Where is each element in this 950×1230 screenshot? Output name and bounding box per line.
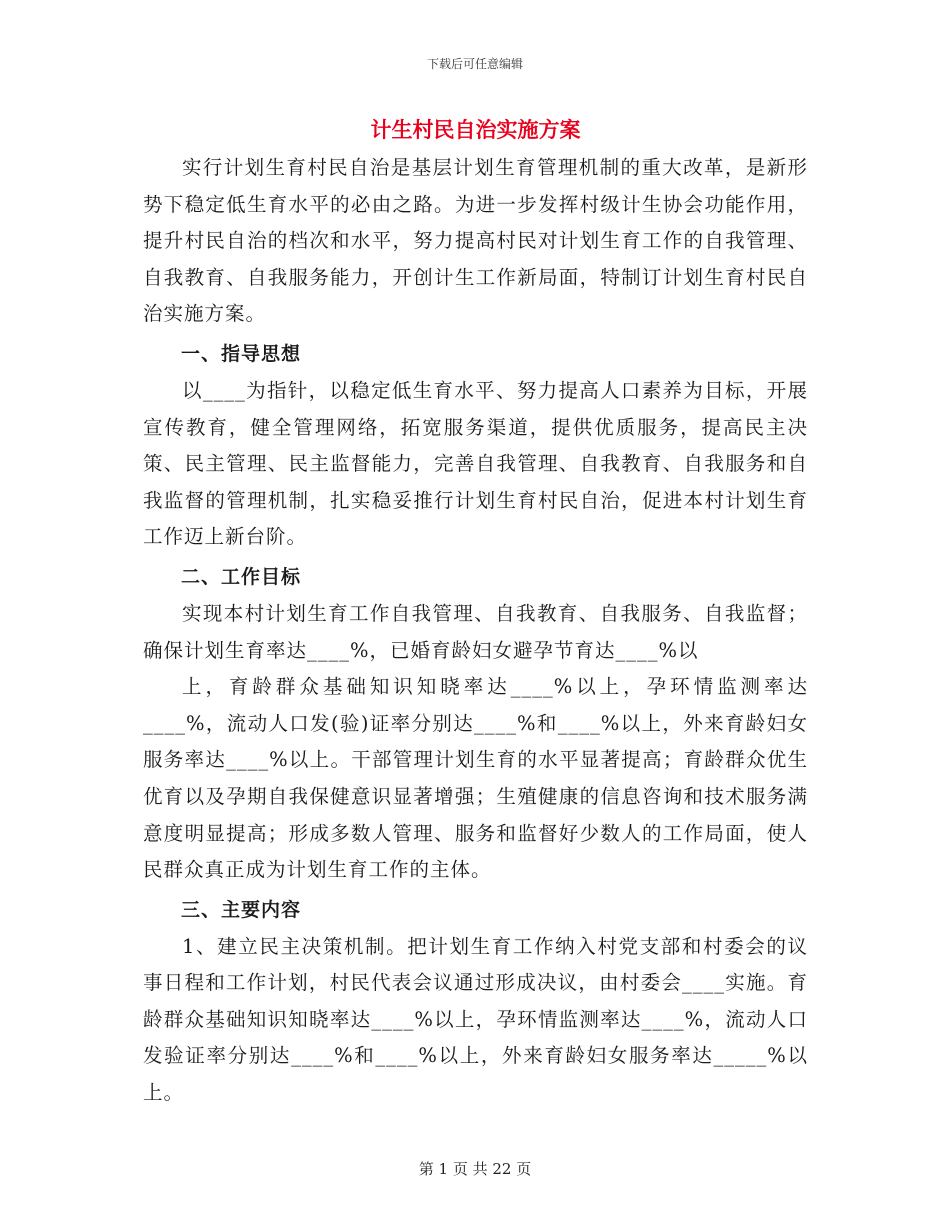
document-body xyxy=(143,110,808,1112)
section-heading-guiding-ideology: 一、指导思想 xyxy=(181,342,302,365)
guiding-ideology-paragraph: 以____为指针，以稳定低生育水平、努力提高人口素养为目标，开展宣传教育，健全管理网络，拓宽服务渠道，提供优质服务，提高民主决策、民主管理、民主监督能力，完善自我管理、自我教育、自我服务和自我监督的管理机制，扎实稳妥推行计划生育村民自治，促进本村计划生育工作迈上新台阶。 xyxy=(143,378,808,549)
page-footer: 第 1 页 共 22 页 xyxy=(418,1160,532,1178)
document-title: 计生村民自治实施方案 xyxy=(370,118,581,142)
work-goals-paragraph-1: 实现本村计划生育工作自我管理、自我教育、自我服务、自我监督；确保计划生育率达____%，已婚育龄妇女避孕节育达____%以 xyxy=(143,601,808,662)
intro-paragraph: 实行计划生育村民自治是基层计划生育管理机制的重大改革，是新形势下稳定低生育水平的必由之路。为进一步发挥村级计生协会功能作用，提升村民自治的档次和水平，努力提高村民对计划生育工作的自我管理、自我教育、自我服务能力，开创计生工作新局面，特制订计划生育村民自治实施方案。 xyxy=(143,156,808,326)
section-heading-main-content: 三、主要内容 xyxy=(181,898,302,921)
main-content-item-1: 1、建立民主决策机制。把计划生育工作纳入村党支部和村委会的议事日程和工作计划，村民代表会议通过形成决议，由村委会____实施。育龄群众基础知识知晓率达____%以上，孕环情监测率达____%，流动人口发验证率分别达____%和____%以上，外来育龄妇女服务率达_____%以上。 xyxy=(143,934,808,1105)
section-heading-work-goals: 二、工作目标 xyxy=(181,565,302,588)
page-header: 下载后可任意编辑 xyxy=(426,57,523,71)
work-goals-paragraph-2: 上，育龄群众基础知识知晓率达____%以上，孕环情监测率达____%，流动人口发(验)证率分别达____%和____%以上，外来育龄妇女服务率达____%以上。干部管理计划生育的水平显著提高；育龄群众优生优育以及孕期自我保健意识显著增强；生殖健康的信息咨询和技术服务满意度明显提高；形成多数人管理、服务和监督好少数人的工作局面，使人民群众真正成为计划生育工作的主体。 xyxy=(143,675,808,882)
